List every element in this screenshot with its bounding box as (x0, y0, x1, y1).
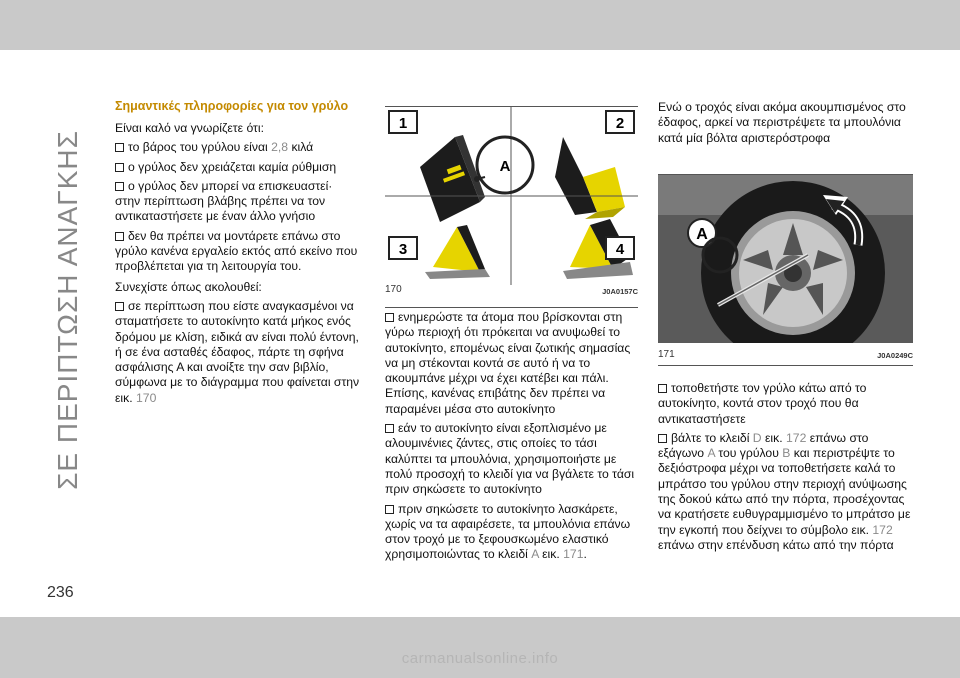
side-title-text: ΣΕ ΠΕΡΙΠΤΩΣΗ ΑΝΑΓΚΗΣ (52, 130, 83, 490)
figure-170 (385, 107, 638, 307)
checkbox-bullet-icon (385, 313, 394, 322)
checkbox-bullet-icon (385, 424, 394, 433)
checkbox-bullet-icon (658, 384, 667, 393)
figure-171 (658, 175, 913, 365)
label-a: A (696, 226, 708, 243)
column-3 (658, 100, 913, 146)
checkbox-bullet-icon (115, 143, 124, 152)
figure-reference: 170 (136, 390, 157, 405)
figure-code: J0A0157C (602, 287, 638, 296)
section-heading: Σημαντικές πληροφορίες για τον γρύλο (115, 99, 349, 113)
figure-caption: 170 (385, 284, 402, 295)
bullet-no-repair: ο γρύλος δεν μπορεί να επισκευαστεί· στην περίπτωση βλάβης πρέπει να τον αντικαταστήσετε με έναν άλλο γνήσιο (115, 178, 333, 224)
continue-text: Συνεχίστε όπως ακολουθεί: (115, 279, 262, 294)
wedge-diagram (385, 107, 638, 285)
top-band (0, 0, 960, 50)
label-1: 1 (398, 115, 408, 132)
intro-wheel: Ενώ ο τροχός είναι ακόμα ακουμπισμένος στο έδαφος, αρκεί να περιστρέψετε τα μπουλόνια κατά μία βόλτα αριστερόστροφα (658, 100, 906, 145)
weight-value: 2,8 (271, 140, 289, 155)
page-number: 236 (47, 584, 74, 601)
bullet-no-tools: δεν θα πρέπει να μοντάρετε επάνω στο γρύλο κανένα εργαλείο εκτός από εκείνο που προβλέπεται για τη λειτουργία του. (115, 228, 358, 274)
column-1 (115, 99, 360, 406)
wedge-panel-3 (425, 225, 490, 279)
label-2: 2 (615, 115, 625, 132)
section-side-title (48, 90, 88, 530)
label-a: A (499, 158, 511, 175)
bullet-jack-weight: το βάρος του γρύλου είναι 2,8 κιλά (115, 140, 360, 155)
intro-text: Είναι καλό να γνωρίζετε ότι: (115, 121, 264, 135)
bullet-warn-people: ενημερώστε τα άτομα που βρίσκονται στη γύρω περιοχή ότι πρόκειται να ανυψωθεί το αυτοκίνητο, επομένως είναι ζωτικής σημασίας να μη στέκονται κοντά σε αυτό ή να το ακουμπάνε μέχρι να έχει κατέβει και πάλι. Επίσης, κανένας επιβάτης δεν πρέπει να παραμένει μέσα στο αυτοκίνητο (385, 310, 631, 416)
figure-code: J0A0249C (877, 351, 913, 360)
bullet-turn-key: βάλτε το κλειδί D εικ. 172 επάνω στο εξάγωνο A του γρύλου B και περιστρέψτε το δεξιόστροφα μέχρι να τοποθετήσετε καλά το μπράτσο του γρύλου στην περιοχή ανύψωσης της δοκού κάτω από την πόρτα, προσέχοντας να κρατήσετε ευθυγραμμισμένο το μπράτσο με την εγκοπή που δείχνει το σύμβολο εικ. 172 επάνω στην επένδυση κάτω από την πόρτα (658, 430, 911, 552)
label-4: 4 (615, 241, 625, 258)
bullet-loosen-bolts: πριν σηκώσετε το αυτοκίνητο λασκάρετε, χωρίς να τα αφαιρέσετε, τα μπουλόνια επάνω στον τροχό με το ξεφουσκωμένο ελαστικό χρησιμοποιώντας το κλειδί A εικ. 171. (385, 501, 631, 562)
bullet-hubcap: εάν το αυτοκίνητο είναι εξοπλισμένο με αλουμινένιες ζάντες, στις οποίες το τάσι καλύπτει τα μπουλόνια, χρησιμοποιήστε με πολύ προσοχή το κλειδί για να βγάλετε το τάσι πριν σηκώσετε το αυτοκίνητο (385, 421, 635, 497)
figure-caption: 171 (658, 349, 675, 360)
column-2 (385, 310, 638, 563)
figure-bottom-rule (658, 365, 913, 366)
label-3: 3 (398, 241, 408, 258)
column-3-steps (658, 381, 913, 553)
bullet-wedge: σε περίπτωση που είστε αναγκασμένοι να σταματήσετε το αυτοκίνητο κατά μήκος ενός δρόμου με κλίση, ειδικά αν είναι πολύ έντονη, ή σε ένα ασταθές έδαφος, πάρτε τη σφήνα ασφάλισης Α και ανοίξτε την σαν βιβλίο, σύμφωνα με το διάγραμμα που φαίνεται στην εικ. 170 (115, 298, 360, 405)
checkbox-bullet-icon (115, 182, 124, 191)
checkbox-bullet-icon (385, 505, 394, 514)
checkbox-bullet-icon (115, 232, 124, 241)
bullet-no-adjustment: ο γρύλος δεν χρειάζεται καμία ρύθμιση (115, 160, 360, 175)
wheel-photo (658, 175, 913, 343)
bullet-place-jack: τοποθετήστε τον γρύλο κάτω από το αυτοκίνητο, κοντά στον τροχό που θα αντικαταστήσετε (658, 381, 867, 426)
wedge-panel-2 (555, 137, 625, 219)
checkbox-bullet-icon (115, 163, 124, 172)
checkbox-bullet-icon (658, 434, 667, 443)
bottom-band (0, 617, 960, 678)
checkbox-bullet-icon (115, 302, 124, 311)
watermark[interactable]: carmanualsonline.info (401, 650, 559, 667)
figure-bottom-rule (385, 307, 638, 308)
